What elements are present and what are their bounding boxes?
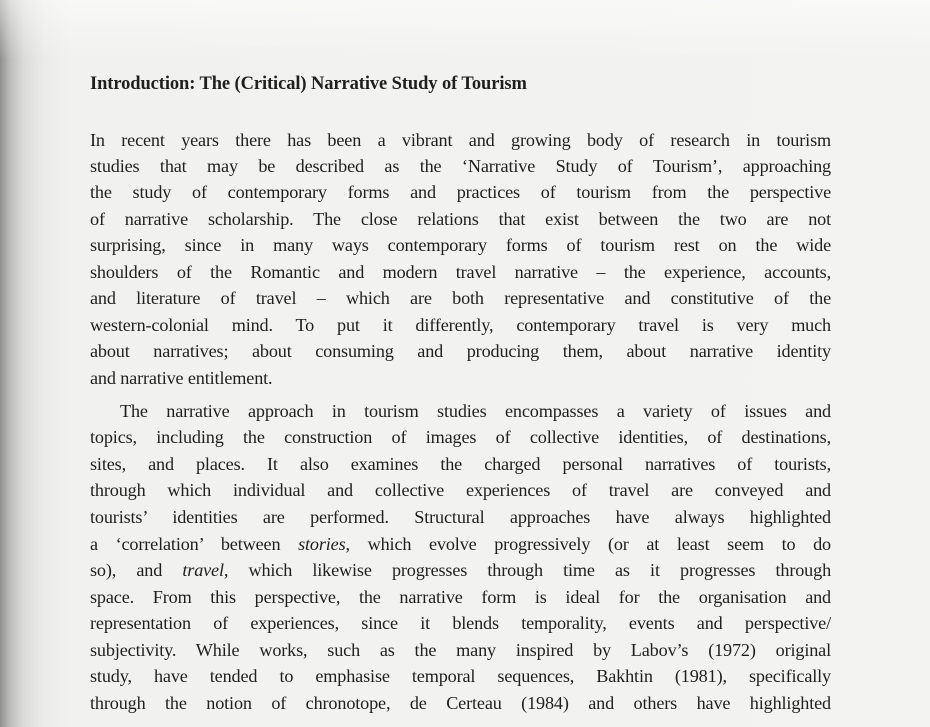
section-heading: Introduction: The (Critical) Narrative Study of Tourism	[90, 74, 527, 94]
paragraph-1-line-2: studies that may be described as the ‘Narrative Study of Tourism’, approaching	[90, 156, 831, 176]
page-shading	[0, 0, 930, 60]
paragraph-1-line-5: surprising, since in many ways contemporary forms of tourism rest on the wide	[90, 235, 831, 255]
paragraph-1-line-3: the study of contemporary forms and practices of tourism from the perspective	[90, 182, 831, 202]
paragraph-1-line-8: western-colonial mind. To put it differently, contemporary travel is very much	[90, 315, 831, 335]
paragraph-2-line-10: subjectivity. While works, such as the many inspired by Labov’s (1972) original	[90, 640, 831, 660]
paragraph-1-line-7: and literature of travel – which are both representative and constitutive of the	[90, 288, 831, 308]
line-text-post: , which likewise progresses through time as it progresses through	[223, 560, 832, 580]
paragraph-2-line-2: topics, including the construction of images of collective identities, of destinations,	[90, 427, 831, 447]
paragraph-2-line-3: sites, and places. It also examines the charged personal narratives of tourists,	[90, 454, 831, 474]
paragraph-1-line-9: about narratives; about consuming and producing them, about narrative identity	[90, 341, 831, 361]
paragraph-2-line-7	[90, 557, 831, 583]
paragraph-1-line-4: of narrative scholarship. The close relations that exist between the two are not	[90, 209, 831, 229]
paragraph-2-line-5: tourists’ identities are performed. Structural approaches have always highlighted	[90, 507, 831, 527]
paragraph-2-line-11: study, have tended to emphasise temporal sequences, Bakhtin (1981), specifically	[90, 666, 831, 686]
paragraph-1-line-6: shoulders of the Romantic and modern travel narrative – the experience, accounts,	[90, 262, 831, 282]
line-text-post: , which evolve progressively (or at least seem to do	[345, 534, 831, 554]
paragraph-1-line-10: and narrative entitlement.	[90, 368, 273, 388]
paragraph-2-line-9: representation of experiences, since it blends temporality, events and perspective/	[90, 613, 831, 633]
line-text-pre: so), and	[90, 560, 183, 580]
emphasis-travel: travel	[182, 560, 224, 580]
paragraph-1-line-1: In recent years there has been a vibrant and growing body of research in tourism	[90, 130, 831, 150]
paragraph-2-line-12: through the notion of chronotope, de Certeau (1984) and others have highlighted	[90, 693, 831, 713]
paragraph-2-line-1: The narrative approach in tourism studies encompasses a variety of issues and	[120, 401, 831, 421]
emphasis-stories: stories	[298, 534, 346, 554]
paragraph-2-line-6	[90, 531, 831, 557]
line-text-pre: a ‘correlation’ between	[90, 534, 299, 554]
paragraph-2-line-8: space. From this perspective, the narrative form is ideal for the organisation and	[90, 587, 831, 607]
paragraph-2-line-4: through which individual and collective experiences of travel are conveyed and	[90, 480, 831, 500]
